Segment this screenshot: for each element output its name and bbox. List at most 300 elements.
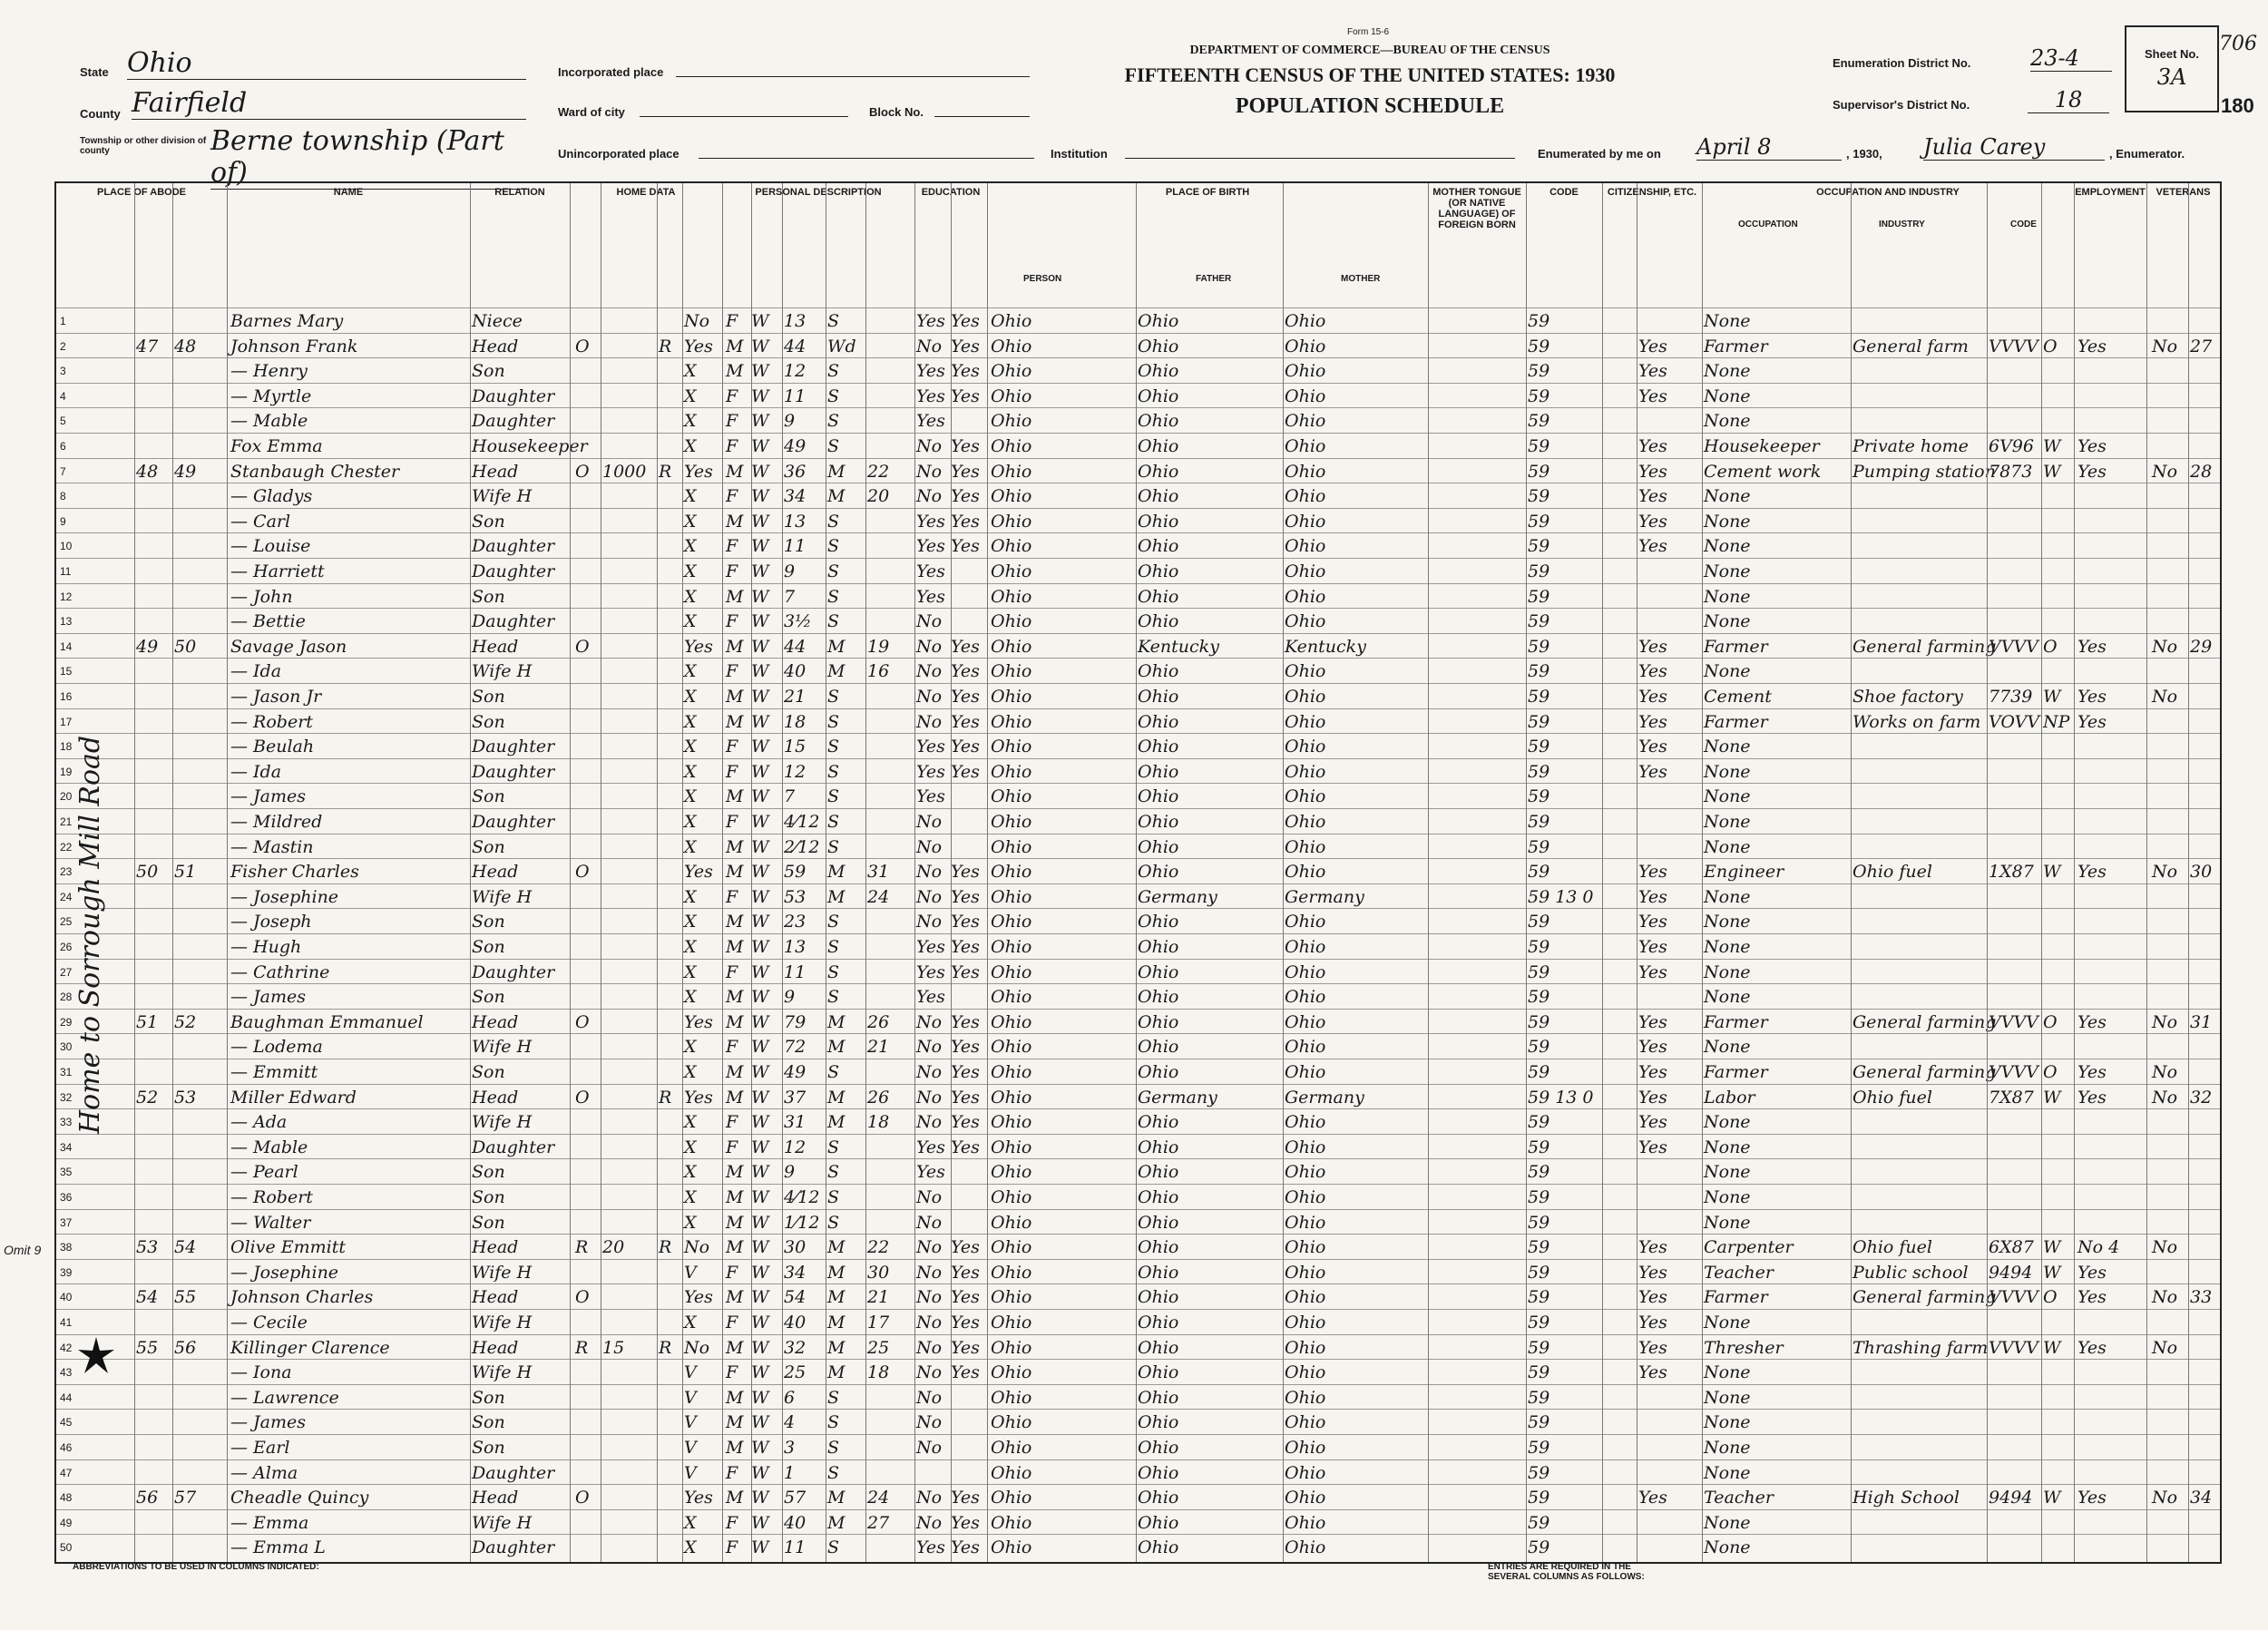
school: No [916,486,943,507]
sex: M [726,511,744,532]
lang-code: 59 [1528,1262,1550,1283]
home-value [602,408,655,434]
home-owned [575,1135,601,1160]
veteran [2152,483,2190,509]
employed: Yes [2077,336,2107,356]
lang-code: 59 [1528,1488,1550,1508]
table-row [56,1484,2220,1510]
employed [2077,734,2141,759]
citizen: Yes [1638,386,1667,406]
marital: S [827,687,840,707]
home-value [602,835,655,860]
farm-schedule [2190,835,2219,860]
lang-code: 59 [1528,1412,1550,1433]
class: W [2043,687,2061,707]
birthplace: Ohio [991,737,1032,757]
farm-schedule [2190,1210,2219,1235]
table-row [56,883,2220,910]
age-married [867,1535,907,1560]
literate: Yes [951,1262,980,1283]
family-number: 55 [174,1287,197,1308]
age: 79 [784,1011,807,1032]
sex: M [726,1011,744,1032]
occupation: None [1704,1187,1751,1207]
farm-schedule [2190,533,2219,559]
line-number: 11 [60,565,72,578]
race: W [751,987,769,1008]
line-number: 41 [60,1316,73,1329]
marital: M [827,1237,846,1258]
radio [659,509,680,534]
radio [659,1410,680,1435]
farm: X [684,561,697,581]
farm-schedule [2190,1460,2219,1486]
home-owned: O [575,336,590,356]
occ-code [1989,609,2039,634]
farm: No [684,311,710,331]
farm-schedule [2190,1034,2219,1059]
literate: Yes [951,687,980,707]
father-birthplace: Ohio [1138,937,1179,957]
literate [951,559,985,584]
mother-birthplace: Ohio [1285,361,1326,382]
line-number: 7 [60,464,66,478]
occ-code-hdr: CODE [2010,220,2037,229]
sex: F [726,1512,738,1533]
literate [951,1435,985,1460]
family-number [174,1059,210,1085]
veteran: No [2152,1337,2178,1358]
literate [951,1185,985,1210]
farm-schedule [2190,509,2219,534]
birthplace: Ohio [991,536,1032,557]
relation: Wife H [472,1037,533,1058]
race: W [751,886,769,907]
father-birthplace: Ohio [1138,361,1179,382]
sd-value: 18 [2028,87,2109,113]
dwelling-number [136,809,167,835]
farm-schedule [2190,784,2219,809]
grid-line [1702,183,1703,1562]
occupation: None [1704,1537,1751,1558]
class: W [2043,461,2061,482]
line-number: 5 [60,415,66,428]
birthplace: Ohio [991,786,1032,807]
literate: Yes [951,961,980,982]
farm: V [684,1438,697,1458]
mother-birthplace: Ohio [1285,1438,1326,1458]
occupation: None [1704,961,1751,982]
age: 25 [784,1362,807,1383]
veteran: No [2152,336,2178,356]
family-number [174,1360,210,1385]
class: O [2043,1011,2058,1032]
person-name: — Myrtle [230,386,312,406]
person-name: — Alma [230,1462,298,1483]
grid-line [470,183,471,1562]
race: W [751,737,769,757]
literate: Yes [951,761,980,782]
department-line: DEPARTMENT OF COMMERCE—BUREAU OF THE CENSUS [1189,44,1550,57]
father-birthplace: Ohio [1138,1287,1179,1308]
age-married [867,1210,907,1235]
employed: Yes [2077,461,2107,482]
mother-birthplace: Ohio [1285,461,1326,482]
employed [2077,1135,2141,1160]
line-number: 45 [60,1416,73,1430]
age-married [867,533,907,559]
stamp-top: 706 [2219,33,2257,55]
class [2043,1135,2072,1160]
literate: Yes [951,436,980,456]
class: O [2043,636,2058,657]
occ-code: VVVV [1989,1337,2038,1358]
marital: S [827,436,840,456]
person-name: — Jason Jr [230,687,322,707]
industry [1853,659,1987,684]
table-row [56,558,2220,584]
father-birthplace: Ohio [1138,436,1179,456]
home-value [602,483,655,509]
occupation: None [1704,611,1751,632]
veteran: No [2152,1062,2178,1082]
relation: Daughter [472,1462,555,1483]
person-name: — Robert [230,1187,313,1207]
home-value [602,1535,655,1560]
lang-code: 59 [1528,1362,1550,1383]
lang-code: 59 [1528,937,1550,957]
school: Yes [916,411,945,432]
marital: S [827,1062,840,1082]
home-owned [575,1034,601,1059]
age-married: 26 [867,1087,890,1108]
race: W [751,687,769,707]
sex: F [726,486,738,507]
farm: X [684,1512,697,1533]
radio [659,408,680,434]
sex: M [726,862,744,883]
age-married: 24 [867,886,890,907]
class [2043,1410,2072,1435]
age: 13 [784,311,807,331]
industry: High School [1853,1488,1960,1508]
home-value [602,609,655,634]
class [2043,1535,2072,1560]
farm-schedule: 27 [2190,336,2213,356]
table-row [56,959,2220,985]
relation: Housekeeper [472,436,588,456]
veteran [2152,1159,2190,1185]
industry: General farming [1853,1062,1997,1082]
ed-label: Enumeration District No. [1833,56,1971,70]
grid-line [1987,183,1988,1562]
citizen: Yes [1638,511,1667,532]
table-row [56,683,2220,709]
marital: M [827,1112,846,1133]
literate: Yes [951,886,980,907]
marital: S [827,386,840,406]
race: W [751,1037,769,1058]
father-birthplace: Ohio [1138,1137,1179,1157]
veteran: No [2152,687,2178,707]
race: W [751,336,769,356]
home-value [602,1085,655,1110]
class [2043,835,2072,860]
home-owned [575,934,601,960]
marital: S [827,961,840,982]
industry [1853,1385,1987,1410]
race: W [751,386,769,406]
father-birthplace: Ohio [1138,511,1179,532]
father-birthplace: Germany [1138,1087,1217,1108]
family-number [174,934,210,960]
school: No [916,1187,943,1207]
age: 3½ [784,611,812,632]
school: Yes [916,536,945,557]
class [2043,960,2072,985]
col-relation: RELATION [470,183,571,306]
citizen [1638,1159,1698,1185]
school: No [916,436,943,456]
citizen: Yes [1638,1237,1667,1258]
mother-birthplace: Ohio [1285,761,1326,782]
line-number: 10 [60,540,73,553]
occupation: None [1704,1137,1751,1157]
birthplace: Ohio [991,611,1032,632]
table-row [56,633,2220,659]
school: Yes [916,586,945,607]
home-owned [575,1460,601,1486]
relation: Son [472,1412,505,1433]
class [2043,884,2072,910]
radio [659,1034,680,1059]
occ-code [1989,835,2039,860]
age: 4⁄12 [784,1187,820,1207]
line-number: 18 [60,740,73,754]
industry [1853,1109,1987,1135]
person-name: — Mastin [230,836,314,857]
veteran: No [2152,862,2178,883]
home-owned [575,709,601,735]
table-row [56,983,2220,1010]
class: O [2043,1062,2058,1082]
industry [1853,1185,1987,1210]
industry [1853,784,1987,809]
veteran [2152,835,2190,860]
occ-code: 1X87 [1989,862,2034,883]
age-married [867,434,907,459]
school: No [916,1313,943,1332]
veteran [2152,759,2190,785]
person-name: — Beulah [230,737,315,757]
home-value [602,709,655,735]
father-birthplace: Ohio [1138,461,1179,482]
literate: Yes [951,862,980,883]
ward-line [640,116,848,117]
race: W [751,1337,769,1358]
father-birthplace: Ohio [1138,1337,1179,1358]
farm: X [684,386,697,406]
marital: M [827,1337,846,1358]
employed [2077,1185,2141,1210]
occupation: None [1704,386,1751,406]
father-birthplace: Ohio [1138,1212,1179,1233]
marital: S [827,311,840,331]
family-number [174,1260,210,1285]
class [2043,533,2072,559]
occupation: None [1704,1512,1751,1533]
age: 4⁄12 [784,812,820,832]
race: W [751,862,769,883]
lang-code: 59 [1528,812,1550,832]
relation: Daughter [472,611,555,632]
veteran [2152,609,2190,634]
marital: M [827,1262,846,1283]
age: 21 [784,687,807,707]
farm: X [684,1137,697,1157]
occupation: Housekeeper [1704,436,1820,456]
mother-birthplace: Ohio [1285,1037,1326,1058]
veteran: No [2152,1011,2178,1032]
lang-code: 59 [1528,1313,1550,1332]
literate: Yes [951,1337,980,1358]
industry [1853,483,1987,509]
farm-schedule [2190,1059,2219,1085]
family-number [174,559,210,584]
sex: M [726,937,744,957]
grid-line [951,183,952,1562]
industry [1853,734,1987,759]
age: 1 [784,1462,796,1483]
school: No [916,687,943,707]
table-row [56,583,2220,610]
birthplace: Ohio [991,812,1032,832]
veteran [2152,533,2190,559]
sd-label: Supervisor's District No. [1833,98,1970,112]
grid-line [134,183,135,1562]
family-number [174,784,210,809]
birthplace: Ohio [991,886,1032,907]
employed: Yes [2077,1287,2107,1308]
family-number [174,1435,210,1460]
home-owned [575,609,601,634]
occupation: None [1704,486,1751,507]
line-number: 44 [60,1391,73,1404]
mother-birthplace: Ohio [1285,961,1326,982]
table-row [56,483,2220,509]
birthplace: Ohio [991,661,1032,682]
family-number: 52 [174,1011,197,1032]
abbrev-title: ABBREVIATIONS TO BE USED IN COLUMNS INDICATED: [73,1562,319,1572]
lang-code: 59 [1528,1387,1550,1408]
radio [659,384,680,409]
relation: Wife H [472,1362,533,1383]
age: 34 [784,486,807,507]
lang-code: 59 [1528,611,1550,632]
person-name: — Mable [230,1137,308,1157]
institution-label: Institution [1051,147,1108,161]
industry [1853,1135,1987,1160]
race: W [751,461,769,482]
family-number [174,1109,210,1135]
citizen [1638,559,1698,584]
school: No [916,886,943,907]
county-value: Fairfield [132,87,526,120]
age: 13 [784,511,807,532]
literate: Yes [951,1137,980,1157]
age: 31 [784,1112,807,1133]
literate: Yes [951,661,980,682]
home-owned [575,1410,601,1435]
age: 40 [784,661,807,682]
age: 7 [784,786,796,807]
col-veterans: VETERANS [2156,187,2211,198]
dwelling-number: 48 [136,461,159,482]
sex: F [726,886,738,907]
grid-line [172,183,173,1562]
farm-schedule [2190,609,2219,634]
grid-line [751,183,752,1562]
class [2043,1310,2072,1335]
table-row [56,307,2220,334]
dwelling-number [136,1360,167,1385]
employed [2077,1535,2141,1560]
farm: X [684,1062,697,1082]
farm-schedule [2190,384,2219,409]
industry [1853,1435,1987,1460]
mother-birthplace: Ohio [1285,1412,1326,1433]
radio [659,1260,680,1285]
age-married: 22 [867,461,890,482]
home-value [602,384,655,409]
father-birthplace: Ohio [1138,1438,1179,1458]
employed: Yes [2077,436,2107,456]
sex: M [726,1062,744,1082]
table-row [56,1158,2220,1185]
race: W [751,361,769,382]
grid-line [2074,183,2075,1562]
literate [951,784,985,809]
dwelling-number [136,835,167,860]
school: No [916,1337,943,1358]
dwelling-number [136,1410,167,1435]
citizen [1638,835,1698,860]
farm: Yes [684,862,713,883]
school: Yes [916,786,945,807]
line-number: 25 [60,915,73,929]
race: W [751,1011,769,1032]
race: W [751,1137,769,1157]
citizen: Yes [1638,536,1667,557]
industry: Private home [1853,436,1969,456]
home-value [602,533,655,559]
table-row [56,733,2220,759]
dwelling-number [136,709,167,735]
person-name: Stanbaugh Chester [230,461,400,482]
industry [1853,1210,1987,1235]
industry: Shoe factory [1853,687,1963,707]
radio [659,1485,680,1510]
birthplace: Ohio [991,1062,1032,1082]
occ-code [1989,1135,2039,1160]
citizen [1638,1185,1698,1210]
home-value [602,1109,655,1135]
sheet-box [2125,25,2219,112]
lang-code: 59 [1528,336,1550,356]
birth-person-hdr: PERSON [1023,274,1062,284]
father-birthplace: Ohio [1138,1187,1179,1207]
farm: X [684,1112,697,1133]
